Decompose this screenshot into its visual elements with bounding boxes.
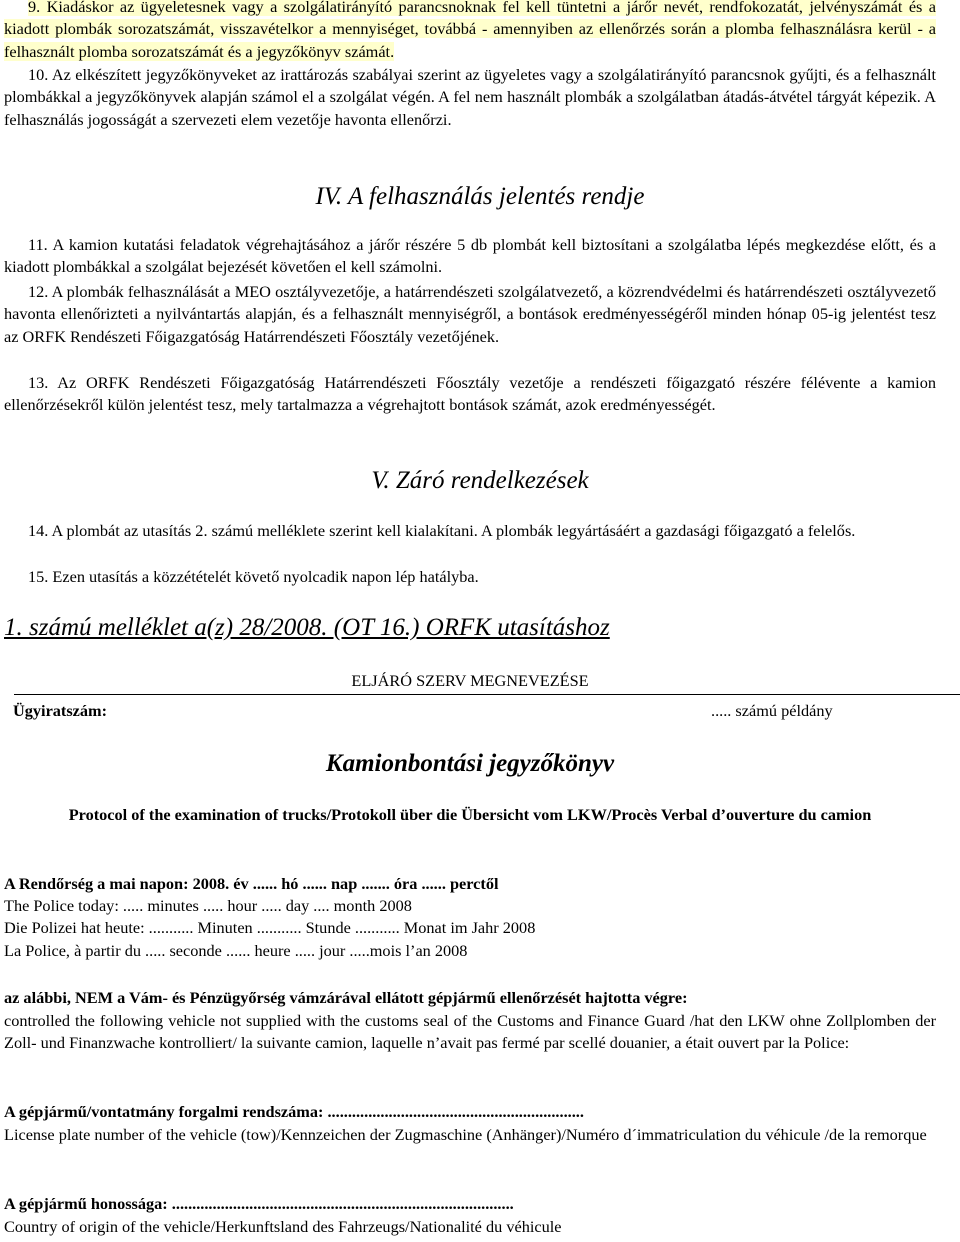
agency-divider <box>14 694 960 695</box>
nationality-hu: A gépjármű honossága: .................................................................................... <box>4 1194 514 1213</box>
paragraph-9 <box>4 0 936 63</box>
police-date-de: Die Polizei hat heute: ........... Minuten ........... Stunde ........... Monat im Jahr 2008 <box>4 918 536 937</box>
vehicle-statement-hu: az alábbi, NEM a Vám- és Pénzügyőrség vámzárával ellátott gépjármű ellenőrzését hajtotta végre: <box>4 988 688 1007</box>
plate-number-multi: License plate number of the vehicle (tow)/Kennzeichen der Zugmaschine (Anhänger)/Numéro d´immatriculation du véhicule /de la remorque <box>4 1125 927 1144</box>
paragraph-9-text: 9. Kiadáskor az ügyeletesnek vagy a szolgálatirányító parancsnoknak fel kell tüntetni a járőr nevét, rendfokozatát, jelvényszámát és a kiadott plombák sorozatszámát, visszavételkor a mennyiséget, továbbá - amennyiben az ellenőrzés során a plomba felhasználásra kerül - a felhasznált plomba sorozatszámát és a jegyzőkönyv számát. <box>4 0 936 61</box>
annex-title: 1. számú melléklet a(z) 28/2008. (OT 16.) ORFK utasításhoz <box>4 614 610 641</box>
section-4-title: IV. A felhasználás jelentés rendje <box>315 183 645 210</box>
agency-label: ELJÁRÓ SZERV MEGNEVEZÉSE <box>351 671 589 690</box>
vehicle-statement-multi: controlled the following vehicle not supplied with the customs seal of the Customs and Finance Guard /hat den LKW ohne Zollplomben der Zoll- und Finanzwache kontrolliert/ la suivante camion, laquelle n’avait pas fermé par scellé douanier, a était ouvert par la Police: <box>4 1011 936 1053</box>
nationality-multi: Country of origin of the vehicle/Herkunftsland des Fahrzeugs/Nationalité du véhicule <box>4 1217 562 1236</box>
copy-number-label: ..... számú példány <box>711 701 833 720</box>
paragraph-14: 14. A plombát az utasítás 2. számú melléklete szerint kell kialakítani. A plombák legyártásáért a gazdasági főigazgató a felelős. <box>28 521 856 540</box>
plate-number-hu: A gépjármű/vontatmány forgalmi rendszáma: ............................................................... <box>4 1102 584 1121</box>
paragraph-12: 12. A plombák felhasználását a MEO osztályvezetője, a határrendészeti szolgálatvezető, a közrendvédelmi és határrendészeti osztályvezető havonta ellenőrizteti a nyilvántartás alapján, és a felhasznált mennyiségről, a bontások eredményességéről minden hónap 05-ig jelentést tesz az ORFK Rendészeti Főigazgatóság Határrendészeti Főosztály vezetőjének. <box>4 282 936 346</box>
protocol-title: Protocol of the examination of trucks/Protokoll über die Übersicht vom LKW/Procès Verbal d’ouverture du camion <box>68 805 872 824</box>
police-date-fr: La Police, à partir du ..... seconde ...... heure ..... jour .....mois l’an 2008 <box>4 941 468 960</box>
paragraph-10: 10. Az elkészített jegyzőkönyveket az irattározás szabályai szerint az ügyeletes vagy a szolgálatirányító parancsnok gyűjti, és a felhasznált plombákkal a jegyzőkönyvek alapján számol el a szolgálat végén. A fel nem használt plombák a szolgálatban átadás-átvétel tárgyát képezik. A felhasználás jogosságát a szervezeti elem vezetője havonta ellenőrzi. <box>4 65 936 129</box>
section-5-title: V. Záró rendelkezések <box>371 467 589 494</box>
paragraph-13: 13. Az ORFK Rendészeti Főigazgatóság Határrendészeti Főosztály vezetője a rendészeti főigazgató részére félévente a kamion ellenőrzésekről külön jelentést tesz, mely tartalmazza a végrehajtott bontások számát, azok eredményességét. <box>4 373 936 415</box>
paragraph-11: 11. A kamion kutatási feladatok végrehajtásához a járőr részére 5 db plombát kell biztosítani a szolgálatba lépés megkezdése előtt, és a kiadott plombákkal a szolgálat bejezését követően el kell számolni. <box>4 235 936 277</box>
document-title: Kamionbontási jegyzőkönyv <box>325 750 615 777</box>
police-date-hu: A Rendőrség a mai napon: 2008. év ...... hó ...... nap ....... óra ...... perctől <box>4 874 499 893</box>
case-number-label: Ügyiratszám: <box>13 701 108 720</box>
police-date-en: The Police today: ..... minutes ..... hour ..... day .... month 2008 <box>4 896 412 915</box>
paragraph-15: 15. Ezen utasítás a közzétételét követő nyolcadik napon lép hatályba. <box>28 567 479 586</box>
